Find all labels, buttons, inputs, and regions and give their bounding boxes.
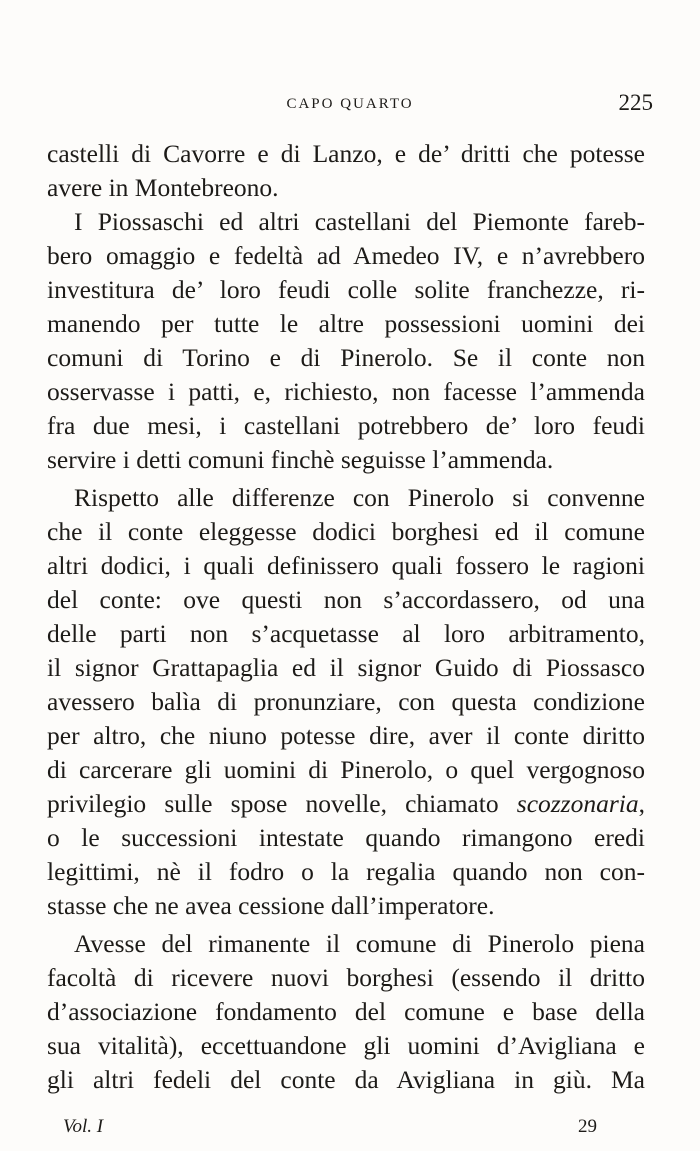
paragraph-3: [47, 481, 645, 923]
text-line: il signor Grattapaglia ed il signor Guido di Piossasco: [47, 653, 645, 682]
text-line: o le successioni intestate quando rimangono eredi: [47, 823, 645, 852]
text-line: avere in Montebreono.: [47, 173, 279, 202]
text-line: Avesse del rimanente il comune di Pinerolo piena: [74, 929, 645, 958]
text-line: che il conte eleggesse dodici borghesi ed il comune: [47, 517, 645, 546]
running-head: [0, 90, 700, 120]
text-line: Rispetto alle differenze con Pinerolo si convenne: [74, 483, 645, 512]
text-line: castelli di Cavorre e di Lanzo, e de’ dritti che potesse: [47, 139, 645, 168]
paragraph-2: [47, 205, 645, 477]
text-line: osservasse i patti, e, richiesto, non facesse l’ammenda: [47, 377, 645, 406]
text-line: delle parti non s’acquetasse al loro arbitramento,: [47, 619, 645, 648]
text-line: comuni di Torino e di Pinerolo. Se il conte non: [47, 343, 645, 372]
text-line: bero omaggio e fedeltà ad Amedeo IV, e n’avrebbero: [47, 241, 645, 270]
text-line: I Piossaschi ed altri castellani del Piemonte fareb-: [74, 207, 645, 236]
text-line: investitura de’ loro feudi colle solite franchezze, ri-: [47, 275, 645, 304]
running-title: CAPO QUARTO: [286, 96, 414, 112]
text-line: facoltà di ricevere nuovi borghesi (essendo il dritto: [47, 963, 645, 992]
text-line: avessero balìa di pronunziare, con questa condizione: [47, 687, 645, 716]
italic-term-suffix: ,: [638, 789, 645, 818]
text-line: servire i detti comuni finchè seguisse l’ammenda.: [47, 445, 554, 474]
text-line: stasse che ne avea cessione dall’imperatore.: [47, 891, 495, 920]
text-line: legittimi, nè il fodro o la regalia quando non con-: [47, 857, 645, 886]
text-line: gli altri fedeli del conte da Avigliana in giù. Ma: [47, 1065, 645, 1094]
text-line: di carcerare gli uomini di Pinerolo, o quel vergognoso: [47, 755, 645, 784]
paragraph-1: [47, 137, 645, 205]
text-line: d’associazione fondamento del comune e base della: [47, 997, 645, 1026]
text-line: altri dodici, i quali definissero quali fossero le ragioni: [47, 551, 645, 580]
text-line-part: privilegio sulle spose novelle, chiamato: [47, 789, 517, 818]
page-footer: [0, 1116, 700, 1142]
text-line: del conte: ove questi non s’accordassero, od una: [47, 585, 645, 614]
text-line: per altro, che niuno potesse dire, aver il conte diritto: [47, 721, 645, 750]
text-line: manendo per tutte le altre possessioni uomini dei: [47, 309, 645, 338]
text-line: sua vitalità), eccettuandone gli uomini d’Avigliana e: [47, 1031, 645, 1060]
italic-term: scozzonaria: [516, 789, 639, 818]
body-text: [47, 137, 645, 1097]
text-line-with-italic: [47, 787, 645, 821]
page-number: 225: [618, 90, 653, 115]
signature-mark: 29: [578, 1116, 597, 1137]
text-line: fra due mesi, i castellani potrebbero de’ loro feudi: [47, 411, 645, 440]
volume-mark: Vol. I: [63, 1116, 104, 1137]
paragraph-4: [47, 927, 645, 1097]
